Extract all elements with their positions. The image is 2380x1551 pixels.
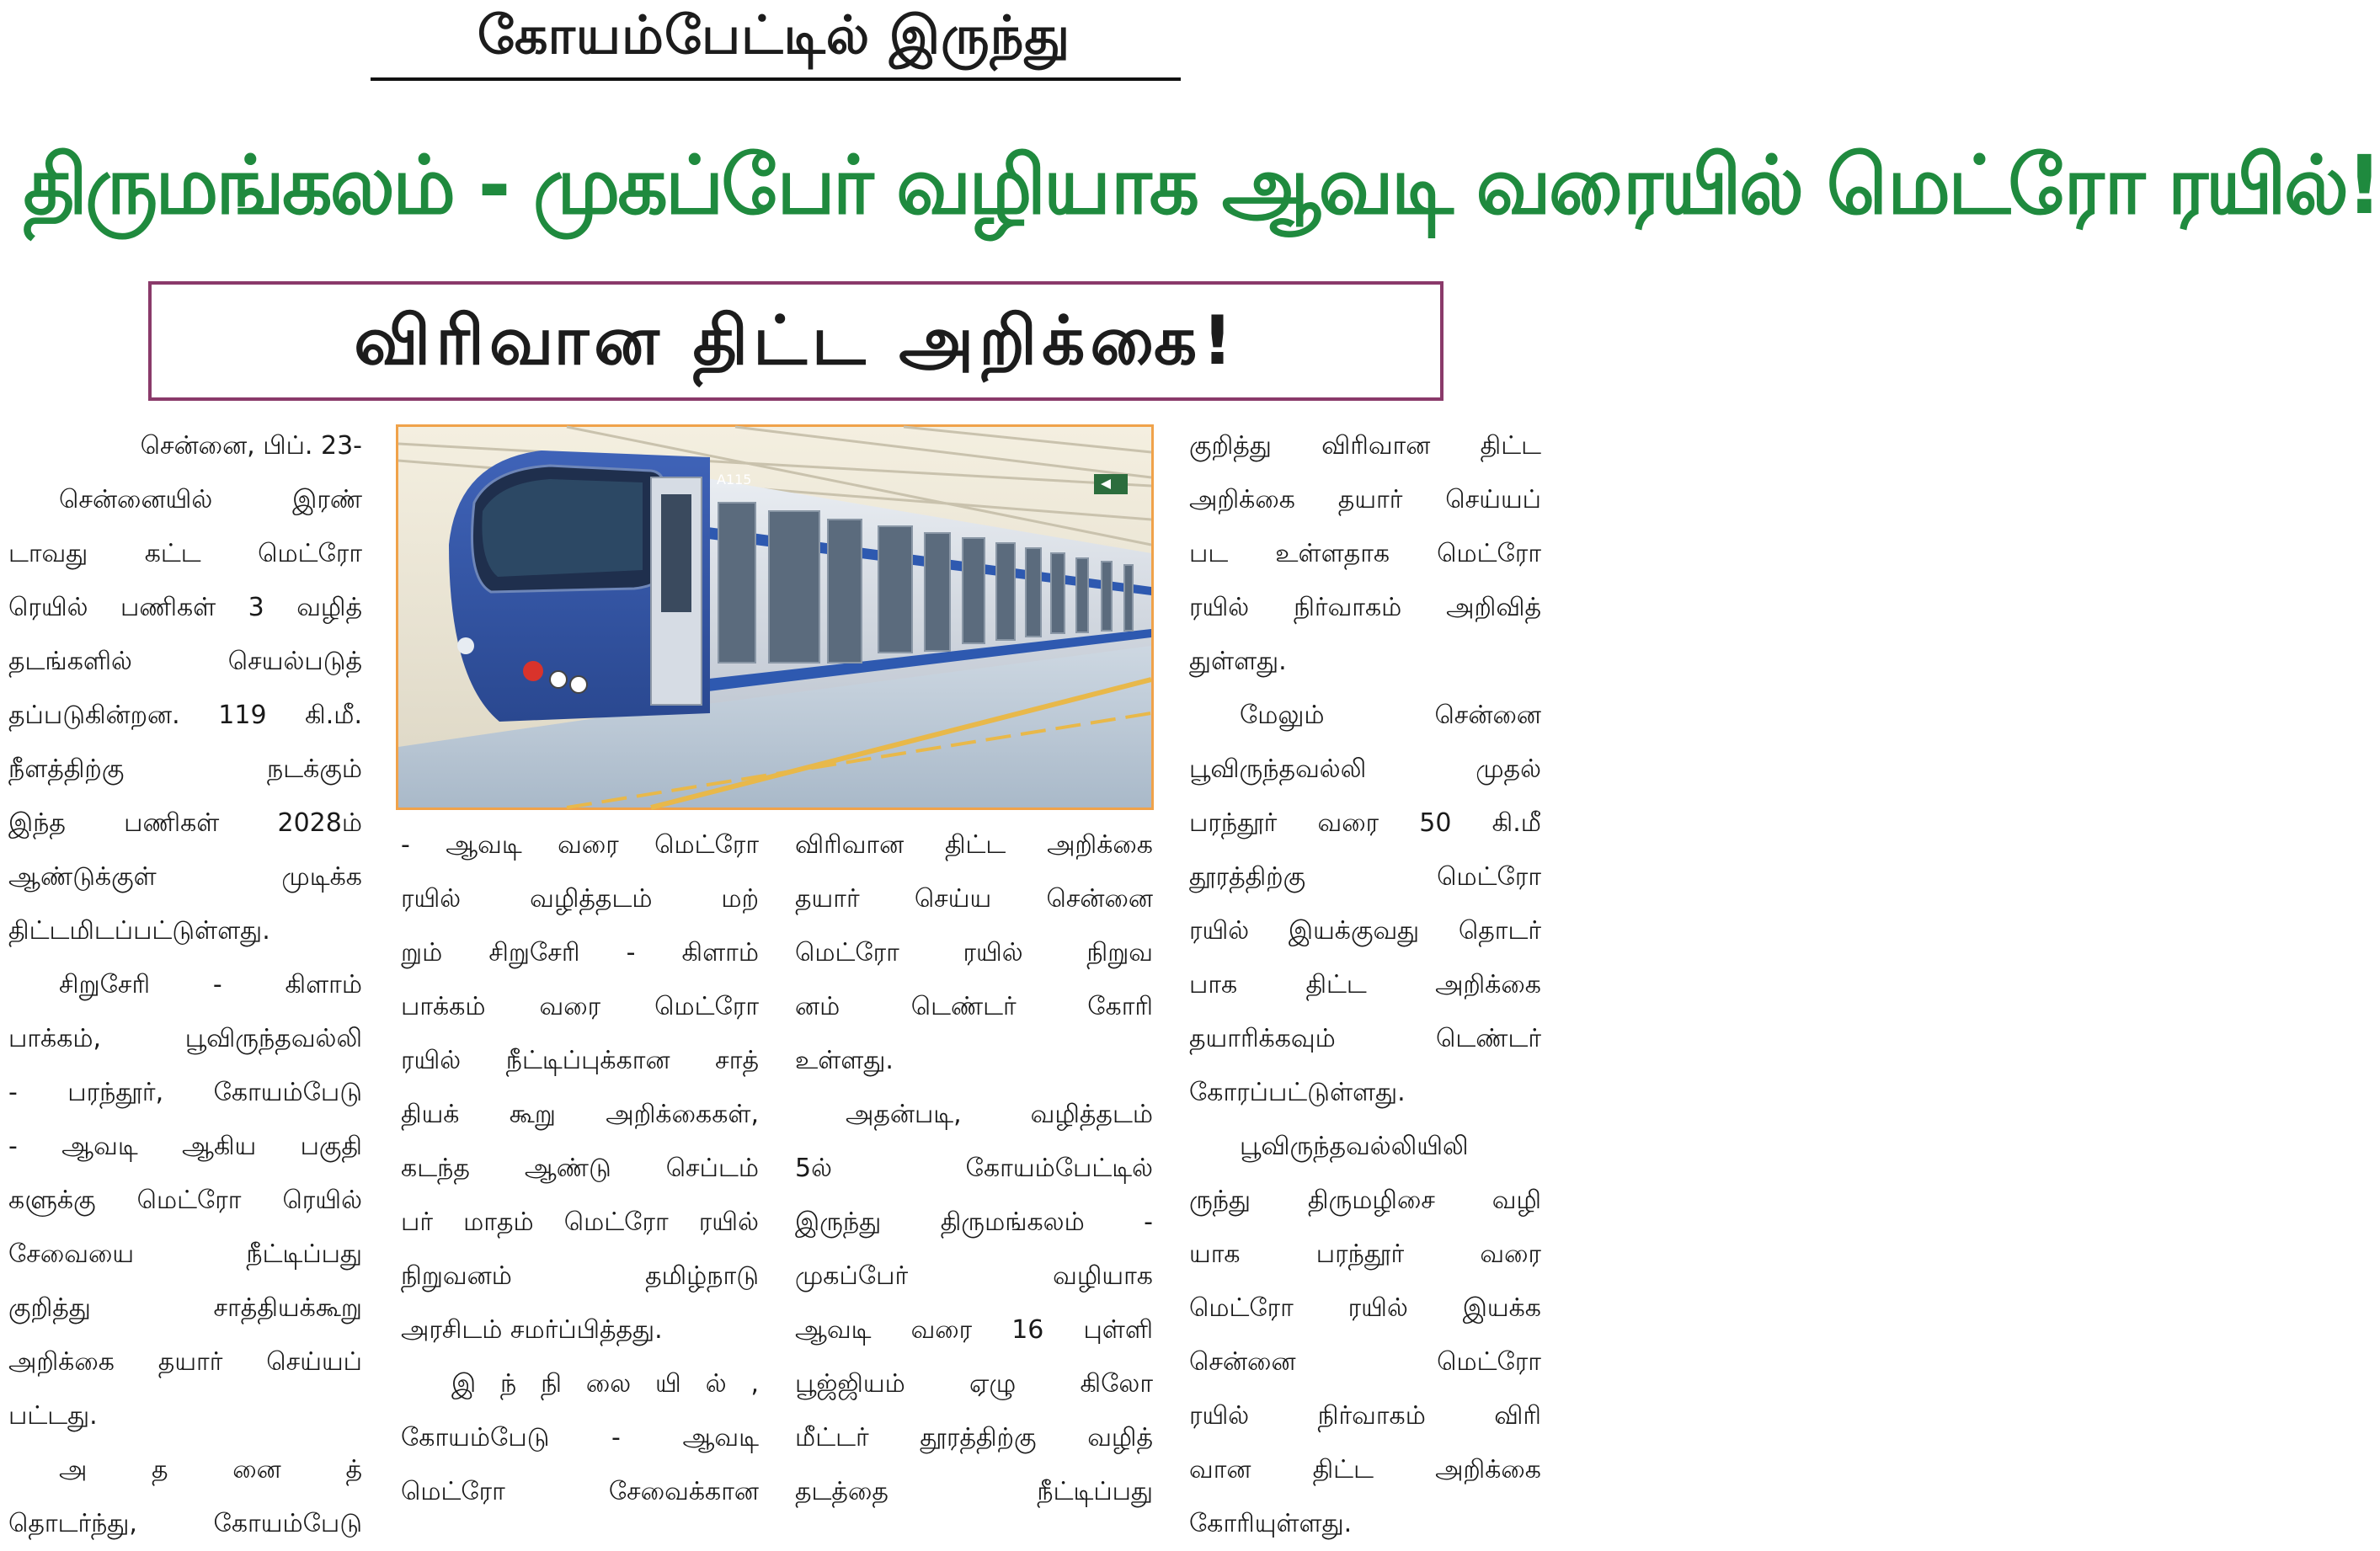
col2-line: - ஆவடி வரை மெட்ரோ [401,830,759,860]
col1-line: பட்டது. [8,1401,98,1431]
col1-line: களுக்கு மெட்ரோ ரெயில் [8,1186,362,1215]
text-column-1 [8,419,362,1551]
col1-line: நீளத்திற்கு நடக்கும் [8,754,362,784]
col1-line: பாக்கம், பூவிருந்தவல்லி [8,1024,362,1053]
col4-line: வான திட்ட அறிக்கை [1189,1455,1541,1484]
col1-line: சேவையை நீட்டிப்பது [8,1239,362,1269]
col3-line: மீட்டர் தூரத்திற்கு வழித் [795,1423,1153,1452]
col3-line: ஆவடி வரை 16 புள்ளி [795,1315,1153,1345]
col2-line: பாக்கம் வரை மெட்ரோ [401,992,759,1021]
col3-line: இருந்து திருமங்கலம் - [795,1207,1153,1237]
col4-line: சென்னை மெட்ரோ [1189,1347,1541,1377]
kicker-heading: கோயம்பேட்டில் இருந்து [477,4,1071,66]
col3-line: உள்ளது. [795,1046,894,1075]
col1-line: டாவது கட்ட மெட்ரோ [8,539,362,568]
col1-line: - பரந்தூர், கோயம்பேடு [8,1078,362,1107]
col1-line: ஆண்டுக்குள் முடிக்க [8,862,362,892]
col3-line: தயார் செய்ய சென்னை [795,884,1153,914]
col1-line: திட்டமிடப்பட்டுள்ளது. [8,916,270,946]
col4-line: தூரத்திற்கு மெட்ரோ [1189,862,1541,892]
col4-line: ரயில் இயக்குவது தொடர் [1189,916,1541,946]
col4-line: பாக திட்ட அறிக்கை [1189,970,1541,999]
col1-line: ரெயில் பணிகள் 3 வழித் [8,593,362,622]
text-column-3 [795,818,1153,1519]
col4-line: பூவிருந்தவல்லி முதல் [1189,754,1541,784]
col1-line: - ஆவடி ஆகிய பகுதி [8,1132,362,1161]
col1-line: தடங்களில் செயல்படுத் [8,647,362,676]
col4-line: பரந்தூர் வரை 50 கி.மீ [1189,808,1541,838]
col4-line: கோரியுள்ளது. [1189,1509,1353,1538]
col4-line: அறிக்கை தயார் செய்யப் [1189,485,1541,514]
col3-line: மெட்ரோ ரயில் நிறுவ [795,938,1153,967]
col4-line: ரயில் நிர்வாகம் அறிவித் [1189,593,1541,622]
col2-line: ரயில் வழித்தடம் மற் [401,884,759,914]
col4-line: யாக பரந்தூர் வரை [1189,1239,1541,1269]
col2-line: தியக் கூறு அறிக்கைகள், [401,1100,759,1129]
col1-line: அ த னை த் [59,1455,362,1484]
col2-line: றும் சிறுசேரி - கிளாம் [401,938,759,967]
col4-line: கோரப்பட்டுள்ளது. [1189,1078,1406,1107]
col2-line: நிறுவனம் தமிழ்நாடு [401,1261,759,1291]
col4-line: குறித்து விரிவான திட்ட [1189,431,1541,461]
col4-line: பட உள்ளதாக மெட்ரோ [1189,539,1541,568]
col4-line: துள்ளது. [1189,647,1287,676]
metro-train-photo [396,424,1154,810]
col2-line: மெட்ரோ சேவைக்கான [401,1477,759,1506]
col2-line: ரயில் நீட்டிப்புக்கான சாத் [401,1046,759,1075]
col1-line: சென்னையில் இரண் [59,485,362,514]
col2-line: பர் மாதம் மெட்ரோ ரயில் [401,1207,759,1237]
col3-line: னம் டெண்டர் கோரி [795,992,1153,1021]
kicker-rule [371,77,1181,81]
col1-line: இந்த பணிகள் 2028ம் [8,808,362,838]
col4-line: ரயில் நிர்வாகம் விரி [1189,1401,1541,1431]
train-number-label: A115 [717,472,752,488]
col3-line: பூஜ்ஜியம் ஏழு கிலோ [795,1369,1153,1399]
col4-line: பூவிருந்தவல்லியிலி [1240,1132,1469,1161]
col2-line: கோயம்பேடு - ஆவடி [401,1423,759,1452]
col1-line: குறித்து சாத்தியக்கூறு [8,1293,362,1323]
headline: திருமங்கலம் - முகப்பேர் வழியாக ஆவடி வரையில் மெட்ரோ ரயில்! [23,138,2380,232]
col1-line: அறிக்கை தயார் செய்யப் [8,1347,362,1377]
col4-line: தயாரிக்கவும் டெண்டர் [1189,1024,1541,1053]
col4-line: மேலும் சென்னை [1240,701,1541,730]
text-column-4 [1189,419,1541,1551]
col4-line: ருந்து திருமழிசை வழி [1189,1186,1541,1215]
subhead-text: விரிவான திட்ட அறிக்கை! [354,301,1238,380]
col1-line: தப்படுகின்றன. 119 கி.மீ. [8,701,362,730]
col1-line: தொடர்ந்து, கோயம்பேடு [8,1509,362,1538]
col1-line: சென்னை, பிப். 23- [140,431,362,461]
col3-line: விரிவான திட்ட அறிக்கை [795,830,1153,860]
col4-line: மெட்ரோ ரயில் இயக்க [1189,1293,1541,1323]
col1-line: சிறுசேரி - கிளாம் [59,970,362,999]
subhead-box [148,281,1443,401]
col2-line: அரசிடம் சமர்ப்பித்தது. [401,1315,663,1345]
col3-line: அதன்படி, வழித்தடம் [846,1100,1153,1129]
col3-line: முகப்பேர் வழியாக [795,1261,1153,1291]
col3-line: தடத்தை நீட்டிப்பது [795,1477,1153,1506]
text-column-2 [401,818,759,1519]
col2-line: கடந்த ஆண்டு செப்டம் [401,1154,759,1183]
col2-line: இ ந் நி லை யி ல் , [451,1369,759,1399]
col3-line: 5ல் கோயம்பேட்டில் [795,1154,1153,1183]
